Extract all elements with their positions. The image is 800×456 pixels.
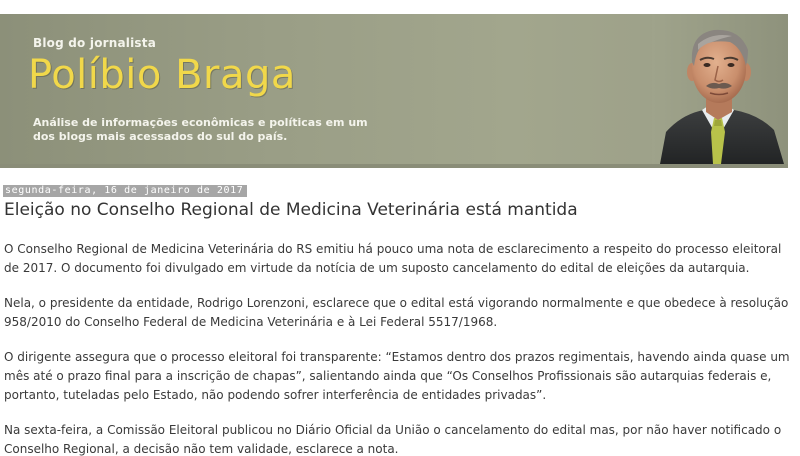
- blog-header-banner[interactable]: [0, 14, 788, 164]
- post-paragraph: O dirigente assegura que o processo eleitoral foi transparente: “Estamos dentro dos prazos regimentais, havendo ainda quase um mês até o prazo final para a inscrição de chapas”, salientando ainda que “Os Conselhos Profissionais são autarquias federais e, portanto, tuteladas pelo Estado, não podendo sofrer interferência de entidades privadas”.: [4, 350, 790, 402]
- header-bottom-border: [0, 164, 788, 168]
- post-body: [4, 240, 790, 456]
- post-paragraph: O Conselho Regional de Medicina Veterinária do RS emitiu há pouco uma nota de esclarecimento a respeito do processo eleitoral de 2017. O documento foi divulgado em virtude da notícia de um suposto cancelamento do edital de eleições da autarquia.: [4, 242, 782, 275]
- post-paragraph: Na sexta-feira, a Comissão Eleitoral publicou no Diário Oficial da União o cancelamento do edital mas, por não haver notificado o Conselho Regional, a decisão não tem validade, esclarece a nota.: [4, 423, 782, 456]
- post-title[interactable]: Eleição no Conselho Regional de Medicina Veterinária está mantida: [4, 200, 578, 220]
- post-date: segunda-feira, 16 de janeiro de 2017: [3, 185, 247, 197]
- author-portrait: [652, 14, 788, 164]
- header-tagline: Blog do jornalista: [33, 36, 157, 50]
- top-strip: [0, 0, 800, 14]
- blog-title[interactable]: Políbio Braga: [28, 52, 296, 98]
- post-paragraph: Nela, o presidente da entidade, Rodrigo Lorenzoni, esclarece que o edital está vigorando normalmente e que obedece à resolução 958/2010 do Conselho Federal de Medicina Veterinária e à Lei Federal 5517/1968.: [4, 296, 789, 329]
- blog-description: Análise de informações econômicas e políticas em um dos blogs mais acessados do sul do país.: [33, 116, 368, 143]
